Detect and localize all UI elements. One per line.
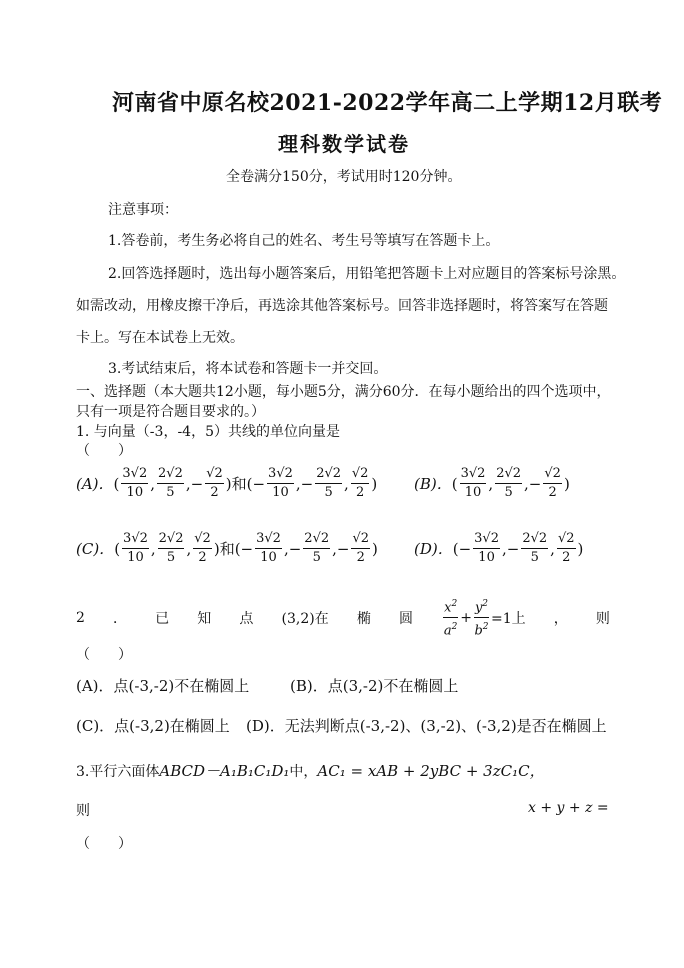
q2-option-c[interactable]: (C)．点(-3,2)在椭圆上: [76, 717, 230, 735]
q3-sum: x + y + z =: [528, 800, 609, 816]
note-3: 3.考试结束后，将本试卷和答题卡一并交回。: [108, 361, 388, 377]
section-1-line-2: 只有一项是符合题目要求的。）: [76, 404, 265, 420]
fraction: $\frac{3√2}{10}$: [474, 531, 499, 565]
section-1-line-1: 一、选择题（本大题共12小题，每小题5分，满分60分．在每小题给出的四个选项中，: [76, 384, 611, 400]
fraction: $\frac{√2}{2}$: [544, 466, 561, 500]
option-label: (B)．: [414, 475, 452, 493]
fraction: $\frac{2√2}{5}$: [304, 531, 330, 565]
q2-option-b[interactable]: (B)．点(3,-2)不在椭圆上: [290, 677, 459, 695]
fraction: $\frac{√2}{2}$: [194, 531, 211, 565]
fraction: $\frac{2√2}{5}$: [158, 466, 183, 500]
exam-title: 河南省中原名校2021-2022学年高二上学期12月联考: [112, 90, 663, 116]
notes-heading: 注意事项：: [108, 202, 178, 218]
fraction: $\frac{3√2}{10}$: [460, 466, 486, 500]
note-2-line-3: 卡上。写在本试卷上无效。: [76, 330, 244, 346]
fraction: $\frac{3√2}{10}$: [268, 466, 293, 500]
fraction: $\frac{√2}{2}$: [351, 466, 369, 500]
fraction: $\frac{2√2}{5}$: [316, 466, 342, 500]
fraction: $\frac{2√2}{5}$: [158, 531, 184, 565]
q3-blank: （ ）: [76, 836, 132, 852]
fraction: $\frac{2√2}{5}$: [496, 466, 522, 500]
q1-blank: （ ）: [76, 443, 132, 459]
option-label: (C)．: [76, 540, 115, 558]
q2-option-a[interactable]: (A)．点(-3,-2)不在椭圆上: [76, 677, 250, 695]
q3-then: 则: [76, 803, 90, 819]
q1-option-d[interactable]: (D)． (− $\frac{3√2}{10}$ ,− $\frac{2√2}{5}$ , $\frac{√2}{2}$ ): [414, 531, 584, 565]
fraction: $\frac{3√2}{10}$: [256, 531, 281, 565]
q1-stem: 1. 与向量（-3，-4，5）共线的单位向量是: [76, 424, 340, 440]
fraction: $\frac{3√2}{10}$: [123, 531, 148, 565]
q2-option-d[interactable]: (D)．无法判断点(-3,-2)、(3,-2)、(-3,2)是否在椭圆上: [246, 717, 607, 735]
q2-stem: 2 ． 已 知 点 (3,2)在 椭 圆 $\frac{x^2}{a^2}$ + $\frac{y^2}{b^2}$ =1上 ， 则: [76, 596, 610, 640]
exam-info: 全卷满分150分，考试用时120分钟。: [226, 169, 462, 185]
fraction: $\frac{√2}{2}$: [557, 531, 575, 565]
fraction: $\frac{2√2}{5}$: [522, 531, 548, 565]
option-label: (A)．: [76, 475, 114, 493]
note-2-line-2: 如需改动，用橡皮擦干净后，再选涂其他答案标号。回答非选择题时，将答案写在答题: [76, 298, 608, 314]
fraction: $\frac{√2}{2}$: [352, 531, 370, 565]
fraction: $\frac{√2}{2}$: [206, 466, 223, 500]
note-2-line-1: 2.回答选择题时，选出每小题答案后，用铅笔把答题卡上对应题目的答案标号涂黑。: [108, 266, 626, 282]
exam-subtitle: 理科数学试卷: [278, 132, 410, 156]
note-1: 1.答卷前，考生务必将自己的姓名、考生号等填写在答题卡上。: [108, 233, 500, 249]
q2-blank: （ ）: [76, 647, 132, 663]
option-label: (D)．: [414, 540, 453, 558]
q3-stem: 3.平行六面体 ABCD－A₁B₁C₁D₁ 中， AC₁ = xAB + 2yBC + 3zC₁C，: [76, 762, 545, 780]
q1-option-a[interactable]: (A)． ( $\frac{3√2}{10}$ , $\frac{2√2}{5}$ ,− $\frac{√2}{2}$ ) 和 (− $\frac{3√2}{10}$ ,− $\frac{2√2}{5}$ , $\frac{√2}{2}$ ): [76, 466, 378, 500]
q1-option-c[interactable]: (C)． ( $\frac{3√2}{10}$ , $\frac{2√2}{5}$ , $\frac{√2}{2}$ ) 和 (− $\frac{3√2}{10}$ ,− $\frac{2√2}{5}$ ,− $\frac{√2}{2}$ ): [76, 531, 378, 565]
vector-equation: AC₁ = xAB + 2yBC + 3zC₁C，: [317, 762, 545, 780]
q1-option-b[interactable]: (B)． ( $\frac{3√2}{10}$ , $\frac{2√2}{5}$ ,− $\frac{√2}{2}$ ): [414, 466, 570, 500]
fraction: $\frac{3√2}{10}$: [122, 466, 148, 500]
ellipse-equation: $\frac{x^2}{a^2}$ + $\frac{y^2}{b^2}$ =1上: [441, 596, 526, 640]
